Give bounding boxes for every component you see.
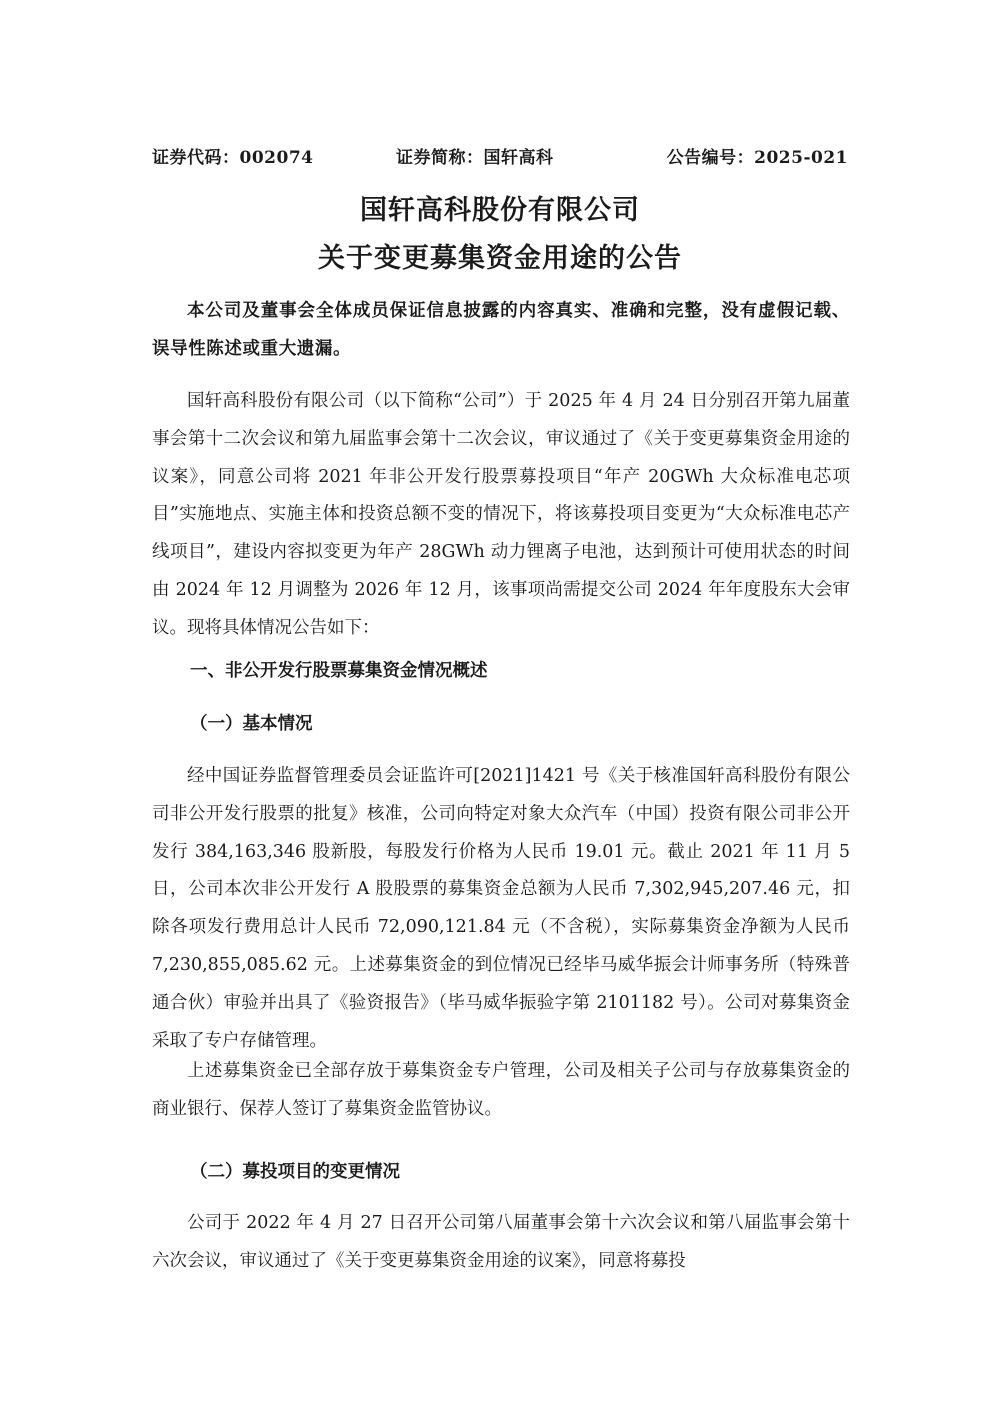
company-title: 国轩高科股份有限公司: [360, 195, 640, 226]
intro-paragraph: 国轩高科股份有限公司（以下简称“公司”）于 2025 年 4 月 24 日分别召开第九届董事会第十二次会议和第九届监事会第十二次会议，审议通过了《关于变更募集资金用途的议案》，同意公司将 2021 年非公开发行股票募投项目“年产 20GWh 大众标准电芯项目”实施地点、实施主体和投资总额不变的情况下，将该募投项目变更为“大众标准电芯产线项目”，建设内容拟变更为年产 28GWh 动力锂离子电池，达到预计可使用状态的时间由 2024 年 12 月调整为 2026 年 12 月，该事项尚需提交公司 2024 年年度股东大会审议。现将具体情况公告如下：: [152, 391, 850, 638]
announcement-number: 公告编号：2025-021: [666, 148, 848, 168]
storage-paragraph: 上述募集资金已全部存放于募集资金专户管理，公司及相关子公司与存放募集资金的商业银行、保荐人签订了募集资金监管协议。: [152, 1061, 850, 1119]
subsection-heading-basic: （一）基本情况: [190, 714, 313, 734]
announcement-title: 关于变更募集资金用途的公告: [318, 243, 682, 274]
subsection-heading-change: （二）募投项目的变更情况: [190, 1162, 400, 1182]
header-line: [152, 146, 848, 170]
section-heading-1: 一、非公开发行股票募集资金情况概述: [190, 661, 488, 681]
stock-code: 证券代码：002074: [152, 148, 314, 168]
board-statement: 本公司及董事会全体成员保证信息披露的内容真实、准确和完整，没有虚假记载、误导性陈述或重大遗漏。: [152, 301, 850, 359]
stock-short-name: 证券简称：国轩高科: [396, 148, 554, 168]
basic-info-paragraph: 经中国证券监督管理委员会证监许可[2021]1421 号《关于核准国轩高科股份有限公司非公开发行股票的批复》核准，公司向特定对象大众汽车（中国）投资有限公司非公开发行 384,163,346 股新股，每股发行价格为人民币 19.01 元。截止 2021 年 11 月 5 日，公司本次非公开发行 A 股股票的募集资金总额为人民币 7,302,945,207.46 元，扣除各项发行费用总计人民币 72,090,121.84 元（不含税），实际募集资金净额为人民币 7,230,855,085.62 元。上述募集资金的到位情况已经毕马威华振会计师事务所（特殊普通合伙）审验并出具了《验资报告》（毕马威华振验字第 2101182 号）。公司对募集资金采取了专户存储管理。: [152, 766, 850, 1051]
change-paragraph: 公司于 2022 年 4 月 27 日召开公司第八届董事会第十六次会议和第八届监事会第十六次会议，审议通过了《关于变更募集资金用途的议案》，同意将募投: [152, 1213, 850, 1271]
